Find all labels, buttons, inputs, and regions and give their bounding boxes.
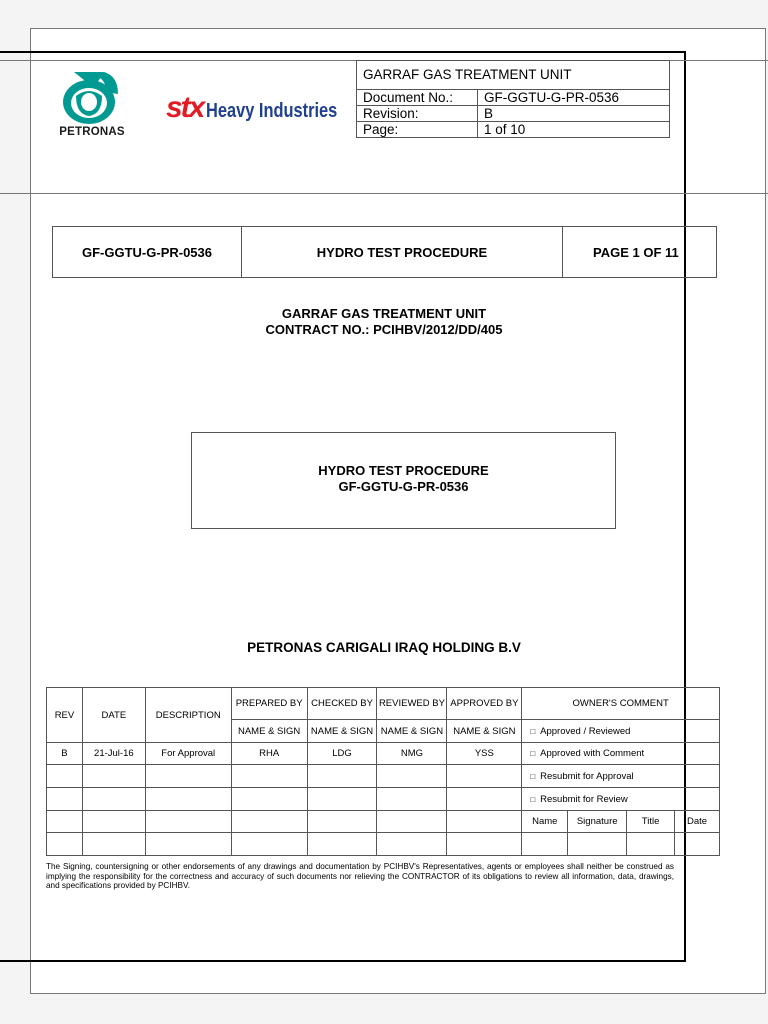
approved-name-sign: NAME & SIGN xyxy=(447,720,522,743)
owner-title-col: Title xyxy=(627,811,675,833)
row-date: 21-Jul-16 xyxy=(82,743,145,765)
header-rule-bottom xyxy=(0,193,768,194)
checked-name-sign: NAME & SIGN xyxy=(307,720,377,743)
option-resubmit-approval: □ Resubmit for Approval xyxy=(522,765,720,788)
col-rev-header: REV xyxy=(47,688,83,743)
revision-value: B xyxy=(478,106,670,122)
stx-logo xyxy=(166,92,366,124)
reviewed-name-sign: NAME & SIGN xyxy=(377,720,447,743)
prepared-name-sign: NAME & SIGN xyxy=(231,720,307,743)
doc-no-value: GF-GGTU-G-PR-0536 xyxy=(478,90,670,106)
owner-signature-col: Signature xyxy=(568,811,627,833)
title-box-line2: GF-GGTU-G-PR-0536 xyxy=(338,479,469,494)
company-name: PETRONAS CARIGALI IRAQ HOLDING B.V xyxy=(247,640,521,655)
col-approved-header: APPROVED BY xyxy=(447,688,522,720)
title-box-line1: HYDRO TEST PROCEDURE xyxy=(318,463,489,478)
header-info-table xyxy=(356,60,670,138)
table-row xyxy=(47,743,720,765)
revision-label: Revision: xyxy=(357,106,478,122)
revision-table xyxy=(46,687,720,856)
table-row xyxy=(47,833,720,856)
checkbox-icon: □ xyxy=(530,794,536,804)
page-label: Page: xyxy=(357,122,478,138)
stx-mark: stx xyxy=(166,91,204,124)
checkbox-icon: □ xyxy=(530,771,536,781)
option-approved-reviewed: □ Approved / Reviewed xyxy=(522,720,720,743)
header-title: GARRAF GAS TREATMENT UNIT xyxy=(357,61,670,90)
stx-wordmark: Heavy Industries xyxy=(206,100,338,122)
disclaimer-note: The Signing, countersigning or other endorsements of any drawings and documentation by PCIHBV's Representatives, agents or employees shall neither be construed as implying the responsibility for the correctness and accuracy of such documents nor relieving the CONTRACTOR of its obligations to review all information, data, drawings, and specifications provided by PCIHBV. xyxy=(46,862,674,890)
row-description: For Approval xyxy=(145,743,231,765)
title-bar-table xyxy=(52,226,717,278)
col-date-header: DATE xyxy=(82,688,145,743)
contract-number: CONTRACT NO.: PCIHBV/2012/DD/405 xyxy=(265,322,503,337)
owners-comment-header: OWNER'S COMMENT xyxy=(522,688,720,720)
option-resubmit-review: □ Resubmit for Review xyxy=(522,788,720,811)
owner-name-col: Name xyxy=(522,811,568,833)
col-reviewed-header: REVIEWED BY xyxy=(377,688,447,720)
row-reviewed: NMG xyxy=(377,743,447,765)
col-checked-header: CHECKED BY xyxy=(307,688,377,720)
row-prepared: RHA xyxy=(231,743,307,765)
col-prepared-header: PREPARED BY xyxy=(231,688,307,720)
option-approved-with-comment: □ Approved with Comment xyxy=(522,743,720,765)
table-row xyxy=(47,788,720,811)
row-checked: LDG xyxy=(307,743,377,765)
title-box-text xyxy=(191,463,616,495)
page-value: 1 of 10 xyxy=(478,122,670,138)
checkbox-icon: □ xyxy=(530,726,536,736)
col-description-header: DESCRIPTION xyxy=(145,688,231,743)
owner-date-col: Date xyxy=(675,811,720,833)
table-row xyxy=(47,765,720,788)
table-row xyxy=(47,811,720,833)
doc-no-label: Document No.: xyxy=(357,90,478,106)
title-bar-page: PAGE 1 OF 11 xyxy=(563,227,717,278)
checkbox-icon: □ xyxy=(530,749,536,758)
row-approved: YSS xyxy=(447,743,522,765)
row-rev: B xyxy=(47,743,83,765)
title-bar-title: HYDRO TEST PROCEDURE xyxy=(242,227,563,278)
petronas-wordmark: PETRONAS xyxy=(59,126,125,138)
project-name: GARRAF GAS TREATMENT UNIT xyxy=(281,306,487,321)
title-bar-doc-no: GF-GGTU-G-PR-0536 xyxy=(53,227,242,278)
